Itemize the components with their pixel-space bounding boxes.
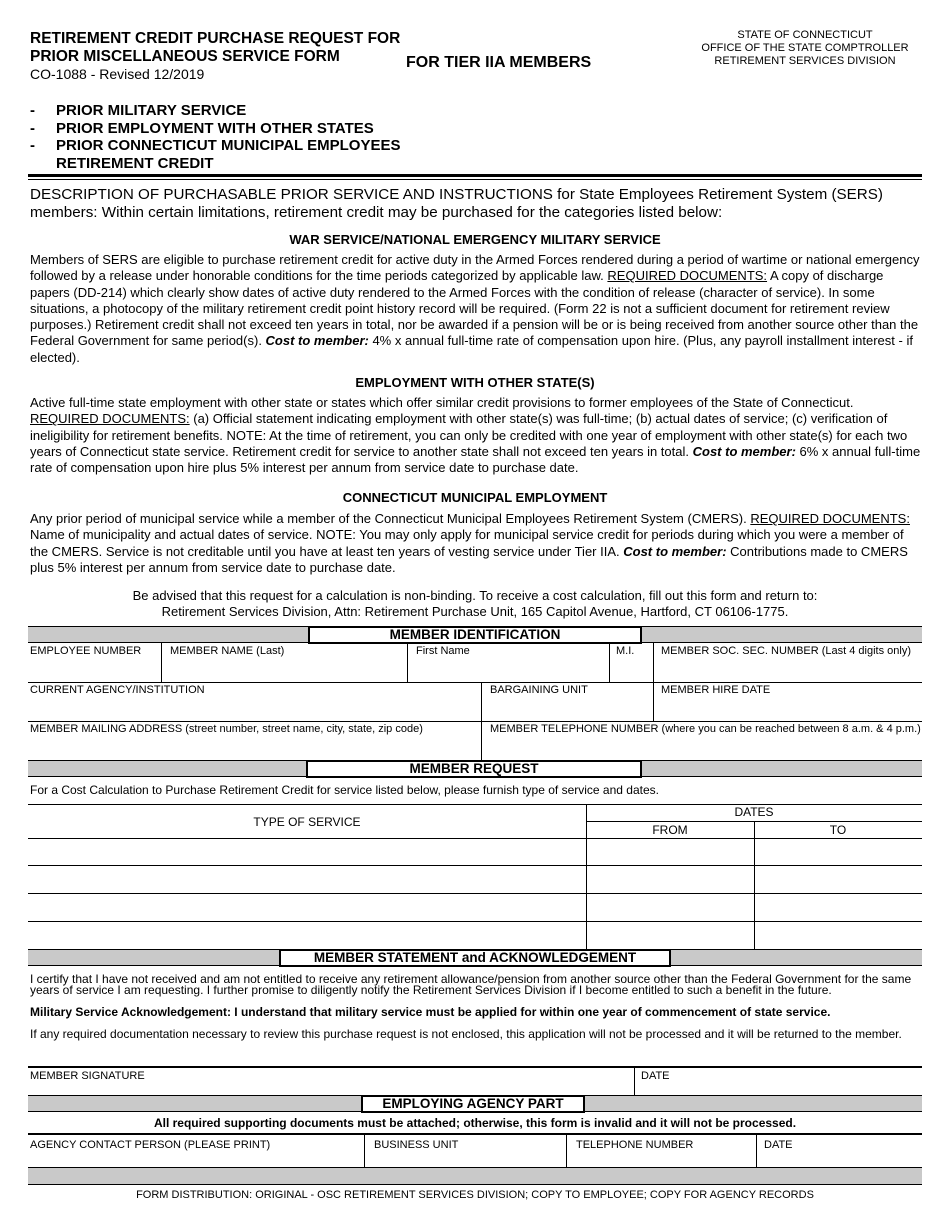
- form-number: CO-1088 - Revised 12/2019: [30, 66, 205, 82]
- list-item: - PRIOR CONNECTICUT MUNICIPAL EMPLOYEES: [30, 137, 401, 154]
- agency-header: [690, 29, 920, 68]
- dates-header: DATES: [734, 805, 774, 819]
- member-identification-title: MEMBER IDENTIFICATION: [308, 626, 642, 644]
- type-of-service-header: TYPE OF SERVICE: [253, 815, 361, 829]
- agency-contact-field[interactable]: AGENCY CONTACT PERSON (PLEASE PRINT): [30, 1139, 271, 1151]
- header-divider-thin: [28, 179, 922, 180]
- business-unit-field[interactable]: BUSINESS UNIT: [374, 1139, 459, 1151]
- war-service-paragraph: Members of SERS are eligible to purchase retirement credit for active duty in the Armed Forces rendered during a period of wartime or national emergency followed by a release under honorable conditions for the time periods categorized by applicable law. REQUIRED DOCUMENTS: A copy of discharge papers (DD-214) which clearly show dates of active duty rendered to the Armed Forces with the condition of release (character of service). In some situations, a photocopy of the military retirement credit point history record will be required. (Form 22 is not a sufficient document for retirement review purposes.) Retirement credit shall not exceed ten years in total, nor be awarded if a pension will be or is being received from another source other than the Federal Government for same period(s). Cost to member: 4% x annual full-time rate of compensation upon hire. (Plus, any payroll installment interest - if elected).: [30, 252, 920, 365]
- list-item: - PRIOR EMPLOYMENT WITH OTHER STATES: [30, 119, 374, 137]
- form-title-line1: RETIREMENT CREDIT PURCHASE REQUEST FOR: [30, 30, 401, 47]
- table-row[interactable]: [28, 866, 922, 893]
- other-states-paragraph: Active full-time state employment with other state or states which offer similar credit provisions to former employees of the State of Connecticut. REQUIRED DOCUMENTS: (a) Official statement indicating employment with other state(s) was full-time; (b) actual dates of service; (c) verification of ineligibility for retirement benefits. NOTE: At the time of retirement, you can only be credited with one year of employment with other state(s) for each two years of Connecticut state service. Retirement credit for service to another state shall not exceed ten years in total. Cost to member: 6% x annual full-time rate of compensation upon hire plus 5% interest per annum from service date to purchase date.: [30, 395, 921, 476]
- member-request-title: MEMBER REQUEST: [306, 760, 642, 778]
- war-service-heading: WAR SERVICE/NATIONAL EMERGENCY MILITARY SERVICE: [289, 232, 661, 247]
- member-identification-band: [28, 626, 922, 643]
- hire-date-field[interactable]: MEMBER HIRE DATE: [661, 684, 771, 696]
- intro-paragraph: DESCRIPTION OF PURCHASABLE PRIOR SERVICE AND INSTRUCTIONS for State Employees Retirement System (SERS) members: Within certain limitations, retirement credit may be purchased for the categories listed below:: [30, 186, 883, 221]
- last-name-field[interactable]: MEMBER NAME (Last): [170, 645, 285, 657]
- middle-initial-field[interactable]: M.I.: [616, 645, 635, 657]
- table-row[interactable]: [28, 922, 922, 949]
- certification-text: I certify that I have not received and am not entitled to receive any retirement allowance/pension from another source other than the Federal Government for the same years of service I am requesting. I further promise to diligently notify the Retirement Services Division if I become entitled to such a benefit in the future.: [30, 972, 912, 997]
- advisory-line1: Be advised that this request for a calculation is non-binding. To receive a cost calculation, fill out this form and return to:: [132, 588, 818, 603]
- list-item: RETIREMENT CREDIT: [56, 154, 214, 172]
- statement-title: MEMBER STATEMENT and ACKNOWLEDGEMENT: [279, 949, 671, 967]
- first-name-field[interactable]: First Name: [416, 645, 470, 657]
- form-title: [30, 30, 420, 66]
- bottom-band: [28, 1167, 922, 1185]
- form-distribution-footer: FORM DISTRIBUTION: ORIGINAL - OSC RETIREMENT SERVICES DIVISION; COPY TO EMPLOYEE; COPY FOR AGENCY RECORDS: [136, 1189, 814, 1201]
- agency-field[interactable]: CURRENT AGENCY/INSTITUTION: [30, 684, 205, 696]
- service-type-list: [30, 102, 400, 172]
- mailing-address-field[interactable]: MEMBER MAILING ADDRESS (street number, street name, city, state, zip code): [30, 723, 423, 735]
- tier-label: FOR TIER IIA MEMBERS: [406, 54, 592, 71]
- bargaining-unit-field[interactable]: BARGAINING UNIT: [490, 684, 588, 696]
- agency-telephone-field[interactable]: TELEPHONE NUMBER: [576, 1139, 694, 1151]
- statement-band: [28, 949, 922, 966]
- member-signature-field[interactable]: MEMBER SIGNATURE: [30, 1070, 145, 1082]
- agency-band: [28, 1095, 922, 1112]
- agency-header-line2: OFFICE OF THE STATE COMPTROLLER: [701, 42, 909, 54]
- from-header: FROM: [652, 823, 688, 837]
- table-row[interactable]: [28, 839, 922, 865]
- signature-date-field[interactable]: DATE: [641, 1070, 670, 1082]
- form-title-line2: PRIOR MISCELLANEOUS SERVICE FORM: [30, 48, 340, 65]
- employee-number-field[interactable]: EMPLOYEE NUMBER: [30, 645, 142, 657]
- member-request-instructions: For a Cost Calculation to Purchase Retirement Credit for service listed below, please furnish type of service and dates.: [30, 783, 659, 797]
- agency-header-line1: STATE OF CONNECTICUT: [737, 29, 873, 41]
- ssn-field[interactable]: MEMBER SOC. SEC. NUMBER (Last 4 digits only): [661, 645, 912, 657]
- municipal-heading: CONNECTICUT MUNICIPAL EMPLOYMENT: [342, 490, 608, 505]
- list-item: - PRIOR MILITARY SERVICE: [30, 102, 247, 119]
- advisory-line2: Retirement Services Division, Attn: Retirement Purchase Unit, 165 Capitol Avenue, Hartford, CT 06106-1775.: [161, 604, 789, 619]
- agency-header-line3: RETIREMENT SERVICES DIVISION: [714, 55, 896, 67]
- member-request-band: [28, 760, 922, 777]
- other-states-heading: EMPLOYMENT WITH OTHER STATE(S): [355, 375, 595, 390]
- agency-warning: All required supporting documents must be attached; otherwise, this form is invalid and it will not be processed.: [153, 1116, 797, 1130]
- to-header: TO: [829, 823, 847, 837]
- military-acknowledgement: Military Service Acknowledgement: I understand that military service must be applied for within one year of commencement of state service.: [30, 1005, 831, 1019]
- municipal-paragraph: Any prior period of municipal service while a member of the Connecticut Municipal Employees Retirement System (CMERS). REQUIRED DOCUMENTS: Name of municipality and actual dates of service. NOTE: You may only apply for municipal service credit for periods during which you were a member of the CMERS. Service is not creditable until you have at least ten years of vesting service under Tier IIA. Cost to member: Contributions made to CMERS plus 5% interest per annum from service date to purchase date.: [30, 511, 910, 575]
- telephone-field[interactable]: MEMBER TELEPHONE NUMBER (where you can be reached between 8 a.m. & 4 p.m.): [490, 723, 921, 735]
- table-row[interactable]: [28, 894, 922, 921]
- agency-title: EMPLOYING AGENCY PART: [361, 1095, 585, 1113]
- advisory-notice: [0, 588, 950, 620]
- agency-date-field[interactable]: DATE: [764, 1139, 793, 1151]
- header-divider: [28, 174, 922, 177]
- documentation-notice: If any required documentation necessary to review this purchase request is not enclosed, this application will not be processed and it will be returned to the member.: [30, 1027, 902, 1041]
